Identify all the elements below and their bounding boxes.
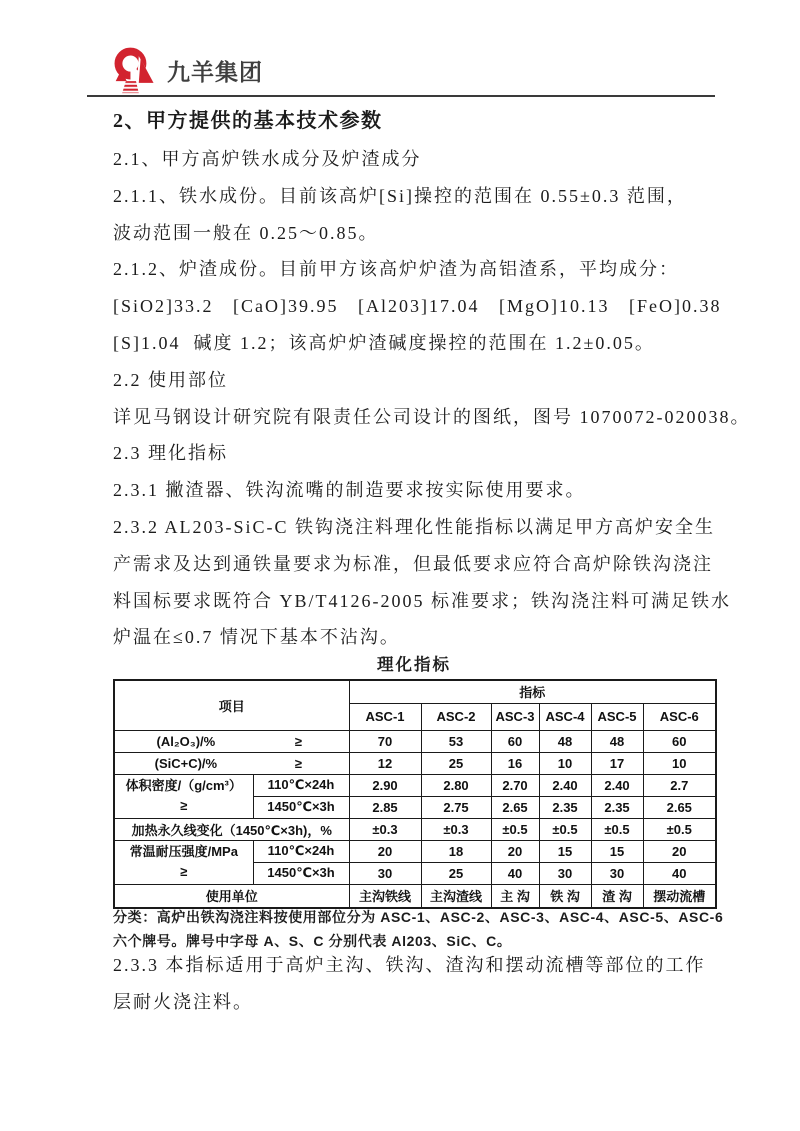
col-header: ASC-5 (591, 703, 643, 730)
cell-value: 2.7 (643, 774, 716, 796)
table-header-row (114, 680, 716, 703)
col-header: ASC-3 (491, 703, 539, 730)
cell-value: 25 (421, 862, 491, 884)
cell-value: 2.85 (349, 796, 421, 818)
company-header (112, 46, 263, 94)
cell-value: 16 (491, 752, 539, 774)
section-heading: 2、甲方提供的基本技术参数 (113, 110, 383, 132)
cell-value: 2.75 (421, 796, 491, 818)
cell-value: 主沟铁线 (349, 884, 421, 908)
body-line: 2.3 理化指标 (113, 443, 228, 464)
cell-value: 2.35 (591, 796, 643, 818)
cell-value: 20 (491, 840, 539, 862)
cell-value: 17 (591, 752, 643, 774)
company-logo-icon (112, 46, 160, 94)
col-header: ASC-2 (421, 703, 491, 730)
body-line: 详见马钢设计研究院有限责任公司设计的图纸，图号 1070072-020038。 (113, 406, 751, 427)
footnote-line: 六个牌号。牌号中字母 A、S、C 分别代表 Al203、SiC、C。 (113, 932, 512, 949)
body-line: 2.2 使用部位 (113, 369, 228, 390)
condition: 1450℃×3h (253, 862, 349, 884)
row-label: 常温耐压强度/MPa ≥ (114, 840, 253, 884)
cell-value: 30 (591, 862, 643, 884)
row-label: 使用单位 (114, 884, 349, 908)
cell-value: 2.80 (421, 774, 491, 796)
body-line: 2.1.1、铁水成份。目前该高炉[Si]操控的范围在 0.55±0.3 范围， (113, 185, 687, 206)
body-line: 2.1、甲方高炉铁水成分及炉渣成分 (113, 149, 422, 169)
table-footnote (113, 906, 723, 953)
table-row (114, 774, 716, 796)
cell-value: 53 (421, 730, 491, 752)
cell-value: 摆动流槽 (643, 884, 716, 908)
cell-value: 10 (643, 752, 716, 774)
cell-value: 渣 沟 (591, 884, 643, 908)
cell-value: 30 (349, 862, 421, 884)
body-line: 2.3.1 撇渣器、铁沟流嘴的制造要求按实际使用要求。 (113, 480, 586, 501)
cell-value: 30 (539, 862, 591, 884)
body-text (113, 141, 751, 656)
body-line: [S]1.04 碱度 1.2；该高炉炉渣碱度操控的范围在 1.2±0.05。 (113, 332, 655, 353)
cell-value: 60 (491, 730, 539, 752)
condition: 110℃×24h (253, 774, 349, 796)
cell-value: ±0.5 (491, 818, 539, 840)
cell-value: ±0.3 (421, 818, 491, 840)
cell-value: 2.65 (491, 796, 539, 818)
spec-table (113, 679, 717, 909)
body-line: 料国标要求既符合 YB/T4126-2005 标准要求；铁沟浇注料可满足铁水 (113, 590, 731, 611)
header-index: 指标 (349, 680, 716, 703)
cell-value: 70 (349, 730, 421, 752)
col-header: ASC-1 (349, 703, 421, 730)
row-label: 体积密度/（g/cm³） ≥ (114, 774, 253, 818)
cell-value: 主 沟 (491, 884, 539, 908)
table-row (114, 818, 716, 840)
body-line: 2.3.3 本指标适用于高炉主沟、铁沟、渣沟和摆动流槽等部位的工作 (113, 955, 706, 975)
body-line: 2.3.2 AL203-SiC-C 铁钩浇注料理化性能指标以满足甲方高炉安全生 (113, 516, 716, 537)
cell-value: ±0.5 (643, 818, 716, 840)
table-row (114, 730, 716, 752)
body-line: 2.1.2、炉渣成份。目前甲方该高炉炉渣为高铝渣系，平均成分： (113, 259, 679, 280)
cell-value: 48 (591, 730, 643, 752)
cell-value: ±0.3 (349, 818, 421, 840)
table-row (114, 840, 716, 862)
table-row (114, 884, 716, 908)
cell-value: 2.90 (349, 774, 421, 796)
cell-value: 40 (491, 862, 539, 884)
header-divider (87, 95, 715, 97)
col-header: ASC-6 (643, 703, 716, 730)
cell-value: 18 (421, 840, 491, 862)
row-label: (SiC+C)/% ≥ (114, 752, 349, 774)
cell-value: 20 (349, 840, 421, 862)
cell-value: 40 (643, 862, 716, 884)
header-item: 项目 (114, 680, 349, 730)
table-title: 理化指标 (377, 656, 451, 674)
cell-value: 主沟渣线 (421, 884, 491, 908)
company-name: 九羊集团 (167, 58, 263, 85)
condition: 1450℃×3h (253, 796, 349, 818)
cell-value: 10 (539, 752, 591, 774)
cell-value: 15 (591, 840, 643, 862)
row-label: (Al₂O₃)/% ≥ (114, 730, 349, 752)
cell-value: 20 (643, 840, 716, 862)
cell-value: 2.40 (591, 774, 643, 796)
cell-value: 48 (539, 730, 591, 752)
cell-value: 60 (643, 730, 716, 752)
cell-value: 2.35 (539, 796, 591, 818)
body-line: [SiO2]33.2 [CaO]39.95 [Al203]17.04 [MgO]10.13 [FeO]0.38 (113, 296, 722, 317)
cell-value: 2.70 (491, 774, 539, 796)
cell-value: 12 (349, 752, 421, 774)
body-line: 产需求及达到通铁量要求为标准，但最低要求应符合高炉除铁沟浇注 (113, 553, 713, 574)
cell-value: 25 (421, 752, 491, 774)
cell-value: 铁 沟 (539, 884, 591, 908)
col-header: ASC-4 (539, 703, 591, 730)
body-line: 层耐火浇注料。 (113, 991, 253, 1012)
row-label: 加热永久线变化（1450℃×3h)，% (114, 818, 349, 840)
footnote-line: 分类：高炉出铁沟浇注料按使用部位分为 ASC-1、ASC-2、ASC-3、ASC-4、ASC-5、ASC-6 (113, 909, 724, 925)
cell-value: ±0.5 (591, 818, 643, 840)
table-row (114, 752, 716, 774)
cell-value: 2.65 (643, 796, 716, 818)
body-line: 炉温在≤0.7 情况下基本不沾沟。 (113, 627, 400, 648)
cell-value: ±0.5 (539, 818, 591, 840)
closing-paragraph (113, 947, 733, 1021)
cell-value: 2.40 (539, 774, 591, 796)
condition: 110℃×24h (253, 840, 349, 862)
cell-value: 15 (539, 840, 591, 862)
body-line: 波动范围一般在 0.25～0.85。 (113, 222, 379, 243)
